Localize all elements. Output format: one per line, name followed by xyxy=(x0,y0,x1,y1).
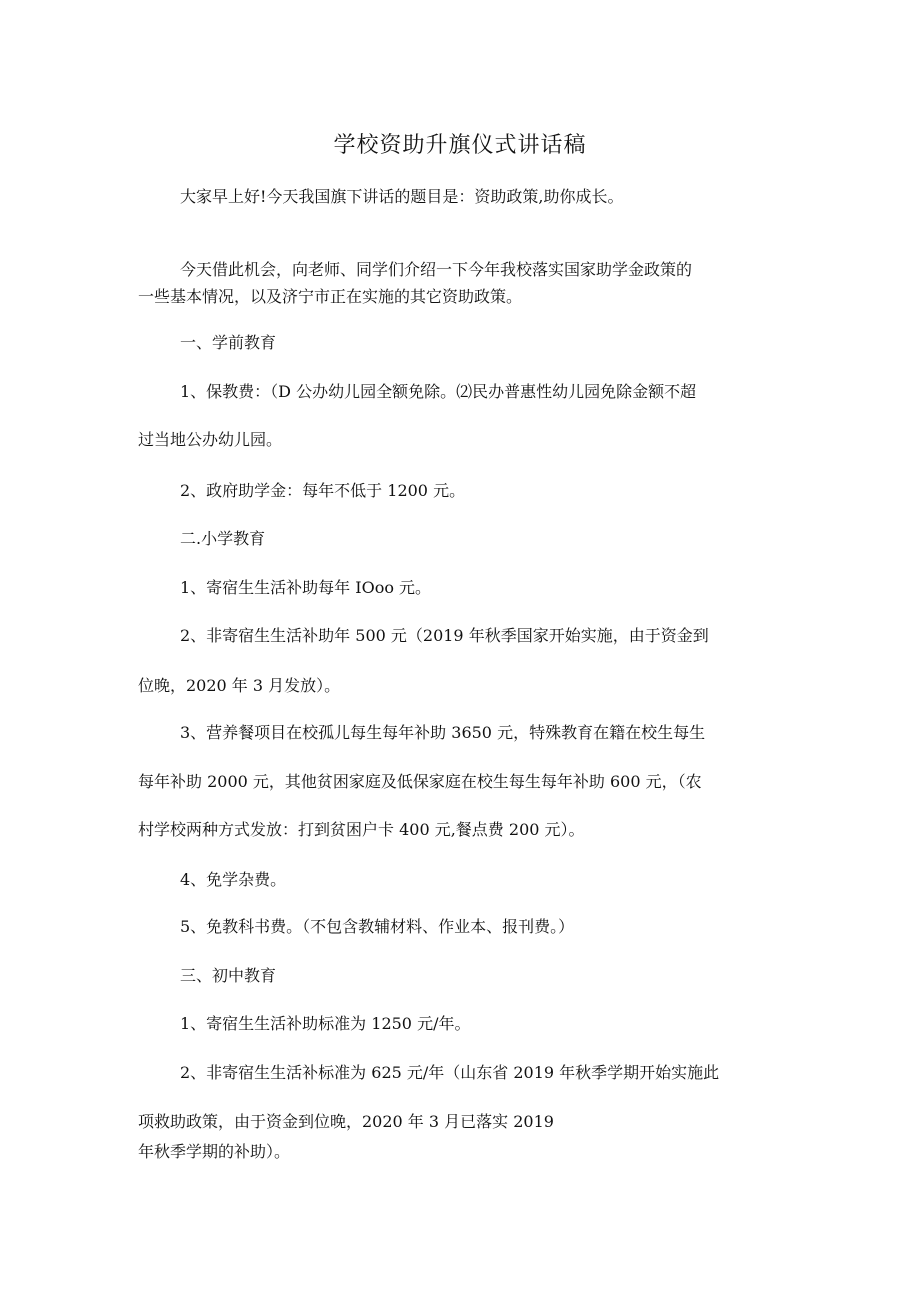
preschool-item-2: 2、政府助学金：每年不低于 1200 元。 xyxy=(180,481,466,500)
document-title: 学校资助升旗仪式讲话稿 xyxy=(333,133,587,158)
preschool-item-1-line-2: 过当地公办幼儿园。 xyxy=(138,430,283,449)
intro-line-2: 一些基本情况，以及济宁市正在实施的其它资助政策。 xyxy=(138,287,523,306)
primary-item-5: 5、免教科书费。（不包含教辅材料、作业本、报刊费。） xyxy=(180,917,575,936)
primary-item-2-line-1: 2、非寄宿生生活补助年 500 元（2019 年秋季国家开始实施，由于资金到 xyxy=(180,626,709,645)
primary-item-2-line-2: 位晚，2020 年 3 月发放）。 xyxy=(138,676,341,695)
preschool-item-1-line-1: 1、保教费：（D 公办幼儿园全额免除。⑵民办普惠性幼儿园免除金额不超 xyxy=(180,382,697,401)
junior-item-2-line-2: 项救助政策，由于资金到位晚，2020 年 3 月已落实 2019 xyxy=(138,1112,554,1131)
primary-item-3-line-3: 村学校两种方式发放：打到贫困户卡 400 元,餐点费 200 元）。 xyxy=(138,820,585,839)
section-heading-junior: 三、初中教育 xyxy=(180,966,277,985)
primary-item-1: 1、寄宿生生活补助每年 IOoo 元。 xyxy=(180,578,432,597)
junior-item-1: 1、寄宿生生活补助标准为 1250 元/年。 xyxy=(180,1014,471,1033)
intro-line-1: 今天借此机会，向老师、同学们介绍一下今年我校落实国家助学金政策的 xyxy=(180,260,693,279)
section-heading-preschool: 一、学前教育 xyxy=(180,333,277,352)
junior-item-2-line-1: 2、非寄宿生生活补标准为 625 元/年（山东省 2019 年秋季学期开始实施此 xyxy=(180,1063,720,1082)
greeting-line: 大家早上好!今天我国旗下讲话的题目是：资助政策,助你成长。 xyxy=(180,187,624,206)
section-heading-primary: 二.小学教育 xyxy=(180,529,266,548)
primary-item-3-line-1: 3、营养餐项目在校孤儿每生每年补助 3650 元，特殊教育在籍在校生每生 xyxy=(180,723,706,742)
junior-item-2-line-3: 年秋季学期的补助）。 xyxy=(138,1142,291,1161)
primary-item-4: 4、免学杂费。 xyxy=(180,870,287,889)
primary-item-3-line-2: 每年补助 2000 元，其他贫困家庭及低保家庭在校生每生每年补助 600 元，（农 xyxy=(138,772,702,791)
